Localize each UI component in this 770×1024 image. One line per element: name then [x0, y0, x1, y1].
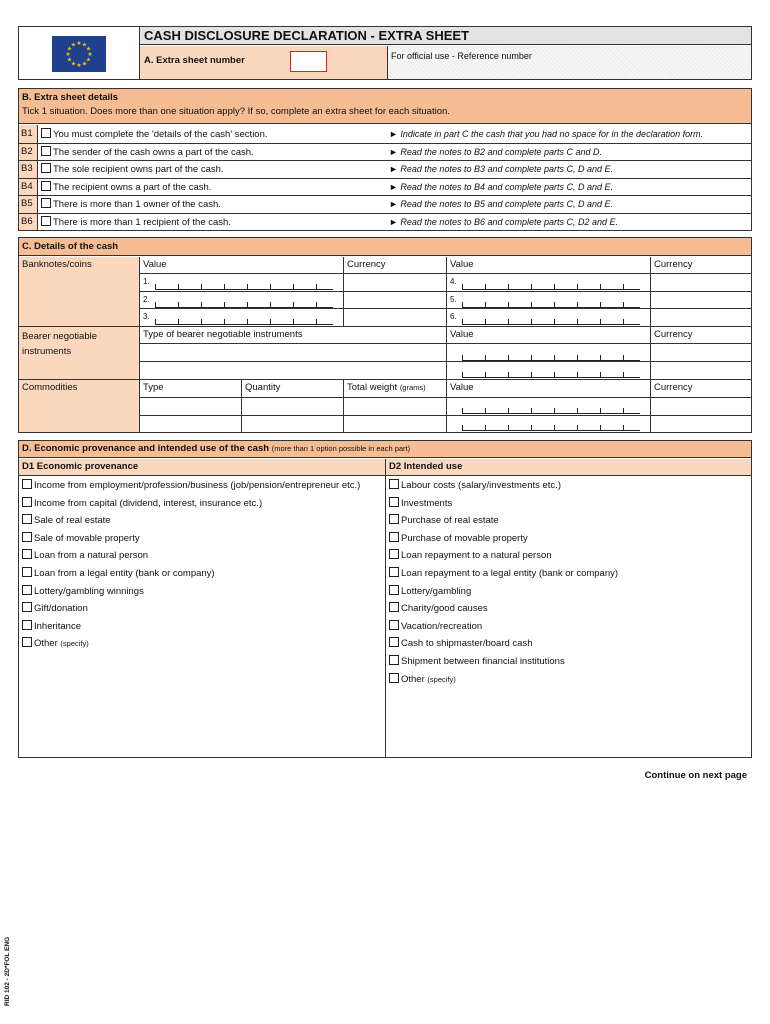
- commodity-value-input-1[interactable]: [462, 408, 640, 414]
- banknote-currency-input-1[interactable]: [344, 274, 446, 291]
- d2-option-text-11: Shipment between financial institutions: [401, 656, 565, 667]
- section-d-title-note: (more than 1 option possible in each part): [271, 444, 411, 453]
- b-option-4[interactable]: [41, 181, 211, 194]
- banknote-currency-input-2[interactable]: [344, 292, 446, 308]
- bearer-type-header: Type of bearer negotiable instruments: [143, 329, 303, 340]
- d2-option-4[interactable]: [389, 532, 528, 545]
- bearer-currency-input-1[interactable]: [651, 344, 751, 361]
- b-code-2: B2: [21, 146, 33, 157]
- commodity-value-input-2[interactable]: [462, 425, 640, 431]
- d1-checkbox-4[interactable]: [22, 532, 32, 542]
- line-number-3: 3.: [143, 312, 150, 321]
- d1-option-text-1: Income from employment/profession/business (job/pension/entrepreneur etc.): [34, 480, 361, 491]
- banknote-value-input-2[interactable]: [155, 302, 333, 308]
- banknote-value-input-4[interactable]: [462, 284, 640, 290]
- b-code-4: B4: [21, 181, 33, 192]
- d1-option-1[interactable]: [22, 479, 360, 492]
- section-b-instruction: Tick 1 situation. Does more than one situation apply? If so, complete an extra sheet for each situation.: [22, 106, 450, 117]
- b-option-2[interactable]: [41, 146, 254, 159]
- b-option-text-6: There is more than 1 recipient of the cash.: [53, 217, 231, 228]
- b-option-text-5: There is more than 1 owner of the cash.: [53, 199, 221, 210]
- section-d-title-text: D. Economic provenance and intended use of the cash: [22, 443, 270, 454]
- official-use-label: For official use - Reference number: [391, 51, 532, 61]
- b-code-5: B5: [21, 198, 33, 209]
- d2-checkbox-6[interactable]: [389, 567, 399, 577]
- d2-checkbox-1[interactable]: [389, 479, 399, 489]
- d1-checkbox-3[interactable]: [22, 514, 32, 524]
- d1-checkbox-7[interactable]: [22, 585, 32, 595]
- d2-checkbox-10[interactable]: [389, 637, 399, 647]
- b-checkbox-3[interactable]: [41, 163, 51, 173]
- d2-option-8[interactable]: [389, 602, 488, 615]
- banknote-value-input-3[interactable]: [155, 319, 333, 325]
- b-option-3[interactable]: [41, 163, 224, 176]
- extra-sheet-number-input[interactable]: [290, 51, 327, 72]
- bearer-value-input-2[interactable]: [462, 372, 640, 378]
- d1-option-8[interactable]: [22, 602, 88, 615]
- d2-option-6[interactable]: [389, 567, 618, 580]
- commodity-weight-input-1[interactable]: [344, 398, 446, 415]
- d2-checkbox-5[interactable]: [389, 549, 399, 559]
- svg-text:★: ★: [66, 56, 73, 64]
- extra-sheet-label: A. Extra sheet number: [144, 55, 245, 66]
- d2-option-7[interactable]: [389, 585, 471, 598]
- b-option-text-3: The sole recipient owns part of the cash.: [53, 164, 224, 175]
- svg-text:★: ★: [76, 40, 82, 48]
- d1-option-text-6: Loan from a legal entity (bank or company): [34, 568, 215, 579]
- bearer-value-header: Value: [450, 329, 474, 340]
- b-note-1: ► Indicate in part C the cash that you had no space for in the declaration form.: [389, 129, 704, 139]
- b-code-3: B3: [21, 163, 33, 174]
- d2-checkbox-2[interactable]: [389, 497, 399, 507]
- svg-text:★: ★: [66, 45, 73, 53]
- commodity-quantity-input-2[interactable]: [242, 416, 343, 432]
- banknote-value-input-5[interactable]: [462, 302, 640, 308]
- weight-label: Total weight: [347, 382, 398, 393]
- banknote-currency-input-5[interactable]: [651, 292, 751, 308]
- section-b-title: B. Extra sheet details: [22, 92, 119, 103]
- commodity-weight-input-2[interactable]: [344, 416, 446, 432]
- svg-text:★: ★: [85, 56, 92, 64]
- bearer-label: Bearer negotiable instruments: [22, 331, 97, 357]
- d2-checkbox-7[interactable]: [389, 585, 399, 595]
- svg-text:★: ★: [85, 45, 92, 53]
- d1-checkbox-8[interactable]: [22, 602, 32, 612]
- d1-option-4[interactable]: [22, 532, 140, 545]
- b-checkbox-6[interactable]: [41, 216, 51, 226]
- d2-option-text-1: Labour costs (salary/investments etc.): [401, 480, 561, 491]
- b-option-1[interactable]: [41, 128, 268, 141]
- d2-option-2[interactable]: [389, 497, 452, 510]
- d2-checkbox-8[interactable]: [389, 602, 399, 612]
- d1-option-text-5: Loan from a natural person: [34, 550, 149, 561]
- d2-option-text-7: Lottery/gambling: [401, 586, 472, 597]
- b-option-text-1: You must complete the 'details of the cash' section.: [53, 129, 268, 140]
- banknote-currency-input-4[interactable]: [651, 274, 751, 291]
- d1-option-text-4: Sale of movable property: [34, 533, 140, 544]
- d2-option-text-6: Loan repayment to a legal entity (bank or company): [401, 568, 619, 579]
- d2-option-text-12: Other: [401, 674, 425, 685]
- b-checkbox-2[interactable]: [41, 146, 51, 156]
- line-number-4: 4.: [450, 277, 457, 286]
- d2-option-text-9: Vacation/recreation: [401, 621, 483, 632]
- d1-option-text-10: Other: [34, 638, 58, 649]
- b-checkbox-1[interactable]: [41, 128, 51, 138]
- d1-option-7[interactable]: [22, 585, 144, 598]
- d2-option-9[interactable]: [389, 620, 482, 633]
- d1-option-text-2: Income from capital (dividend, interest, insurance etc.): [34, 498, 263, 509]
- commodity-currency-header: Currency: [654, 382, 693, 393]
- d2-checkbox-3[interactable]: [389, 514, 399, 524]
- commodity-quantity-header: Quantity: [245, 382, 281, 393]
- d1-option-3[interactable]: [22, 514, 111, 527]
- d2-option-text-5: Loan repayment to a natural person: [401, 550, 552, 561]
- bearer-currency-input-2[interactable]: [651, 362, 751, 379]
- bearer-type-input-1[interactable]: [140, 344, 446, 361]
- bearer-value-input-1[interactable]: [462, 355, 640, 361]
- commodity-type-header: Type: [143, 382, 164, 393]
- d2-title: D2 Intended use: [389, 461, 463, 472]
- banknotes-value-header-right: Value: [450, 259, 474, 270]
- d1-option-6[interactable]: [22, 567, 215, 580]
- line-number-2: 2.: [143, 295, 150, 304]
- svg-text:★: ★: [65, 51, 71, 59]
- d1-checkbox-10[interactable]: [22, 637, 32, 647]
- svg-text:★: ★: [81, 60, 88, 68]
- d2-option-11[interactable]: [389, 655, 565, 668]
- d2-option-text-8: Charity/good causes: [401, 603, 488, 614]
- b-note-5: ► Read the notes to B5 and complete parts C, D and E.: [389, 199, 614, 209]
- banknotes-label: Banknotes/coins: [22, 259, 92, 270]
- d2-specify: (specify): [427, 675, 456, 684]
- commodity-type-input-2[interactable]: [140, 416, 241, 432]
- svg-text:★: ★: [70, 41, 77, 49]
- d1-option-text-9: Inheritance: [34, 621, 82, 632]
- banknotes-currency-header-left: Currency: [347, 259, 386, 270]
- svg-text:★: ★: [76, 62, 82, 70]
- b-option-6[interactable]: [41, 216, 231, 229]
- section-d-title: [22, 443, 410, 455]
- d1-title: D1 Economic provenance: [22, 461, 139, 472]
- eu-flag: [52, 36, 106, 72]
- d1-option-text-3: Sale of real estate: [34, 515, 111, 526]
- d1-option-2[interactable]: [22, 497, 262, 510]
- b-note-6: ► Read the notes to B6 and complete parts C, D2 and E.: [389, 217, 619, 227]
- svg-text:★: ★: [81, 41, 88, 49]
- d1-checkbox-1[interactable]: [22, 479, 32, 489]
- line-number-6: 6.: [450, 312, 457, 321]
- d2-option-10[interactable]: [389, 637, 532, 650]
- d1-option-text-7: Lottery/gambling winnings: [34, 586, 144, 597]
- commodity-quantity-input-1[interactable]: [242, 398, 343, 415]
- d2-option-text-2: Investments: [401, 498, 453, 509]
- commodity-type-input-1[interactable]: [140, 398, 241, 415]
- svg-text:★: ★: [70, 60, 77, 68]
- d2-option-12[interactable]: [389, 673, 456, 686]
- svg-text:★: ★: [87, 51, 93, 59]
- b-note-3: ► Read the notes to B3 and complete parts C, D and E.: [389, 164, 614, 174]
- banknote-value-input-1[interactable]: [155, 284, 333, 290]
- section-c-title: C. Details of the cash: [22, 241, 119, 252]
- b-option-text-4: The recipient owns a part of the cash.: [53, 182, 212, 193]
- d1-checkbox-5[interactable]: [22, 549, 32, 559]
- commodities-label: Commodities: [22, 382, 78, 393]
- form-code: RID 102 - 2D*FOL ENG: [4, 936, 11, 1006]
- b-code-1: B1: [21, 128, 33, 139]
- section-c-header: [19, 238, 751, 256]
- d2-option-text-10: Cash to shipmaster/board cash: [401, 638, 533, 649]
- banknote-currency-input-3[interactable]: [344, 309, 446, 326]
- b-checkbox-5[interactable]: [41, 198, 51, 208]
- d1-option-5[interactable]: [22, 549, 148, 562]
- d2-checkbox-12[interactable]: [389, 673, 399, 683]
- d1-specify: (specify): [60, 639, 89, 648]
- eu-stars-icon: [52, 36, 106, 72]
- d1-checkbox-2[interactable]: [22, 497, 32, 507]
- commodity-weight-header: [347, 382, 426, 394]
- d2-option-1[interactable]: [389, 479, 561, 492]
- commodity-currency-input-1[interactable]: [651, 398, 751, 415]
- commodity-value-header: Value: [450, 382, 474, 393]
- banknote-value-input-6[interactable]: [462, 319, 640, 325]
- d1-option-9[interactable]: [22, 620, 81, 633]
- b-code-6: B6: [21, 216, 33, 227]
- d2-option-5[interactable]: [389, 549, 552, 562]
- d2-option-3[interactable]: [389, 514, 499, 527]
- line-number-5: 5.: [450, 295, 457, 304]
- d2-option-text-4: Purchase of movable property: [401, 533, 528, 544]
- banknote-currency-input-6[interactable]: [651, 309, 751, 326]
- b-option-text-2: The sender of the cash owns a part of the cash.: [53, 147, 254, 158]
- d2-checkbox-4[interactable]: [389, 532, 399, 542]
- commodity-currency-input-2[interactable]: [651, 416, 751, 432]
- banknotes-value-header-left: Value: [143, 259, 167, 270]
- d2-checkbox-9[interactable]: [389, 620, 399, 630]
- b-note-2: ► Read the notes to B2 and complete parts C and D.: [389, 147, 603, 157]
- d1-option-10[interactable]: [22, 637, 89, 650]
- d1-checkbox-9[interactable]: [22, 620, 32, 630]
- d2-option-text-3: Purchase of real estate: [401, 515, 499, 526]
- line-number-1: 1.: [143, 277, 150, 286]
- bearer-type-input-2[interactable]: [140, 362, 446, 379]
- form-title: CASH DISCLOSURE DECLARATION - EXTRA SHEET: [144, 28, 470, 43]
- weight-unit: (grams): [399, 383, 426, 392]
- d2-checkbox-11[interactable]: [389, 655, 399, 665]
- b-checkbox-4[interactable]: [41, 181, 51, 191]
- b-option-5[interactable]: [41, 198, 221, 211]
- d1-option-text-8: Gift/donation: [34, 603, 88, 614]
- b-note-4: ► Read the notes to B4 and complete parts C, D and E.: [389, 182, 614, 192]
- banknotes-currency-header-right: Currency: [654, 259, 693, 270]
- bearer-currency-header: Currency: [654, 329, 693, 340]
- continue-note: Continue on next page: [644, 770, 747, 781]
- d1-checkbox-6[interactable]: [22, 567, 32, 577]
